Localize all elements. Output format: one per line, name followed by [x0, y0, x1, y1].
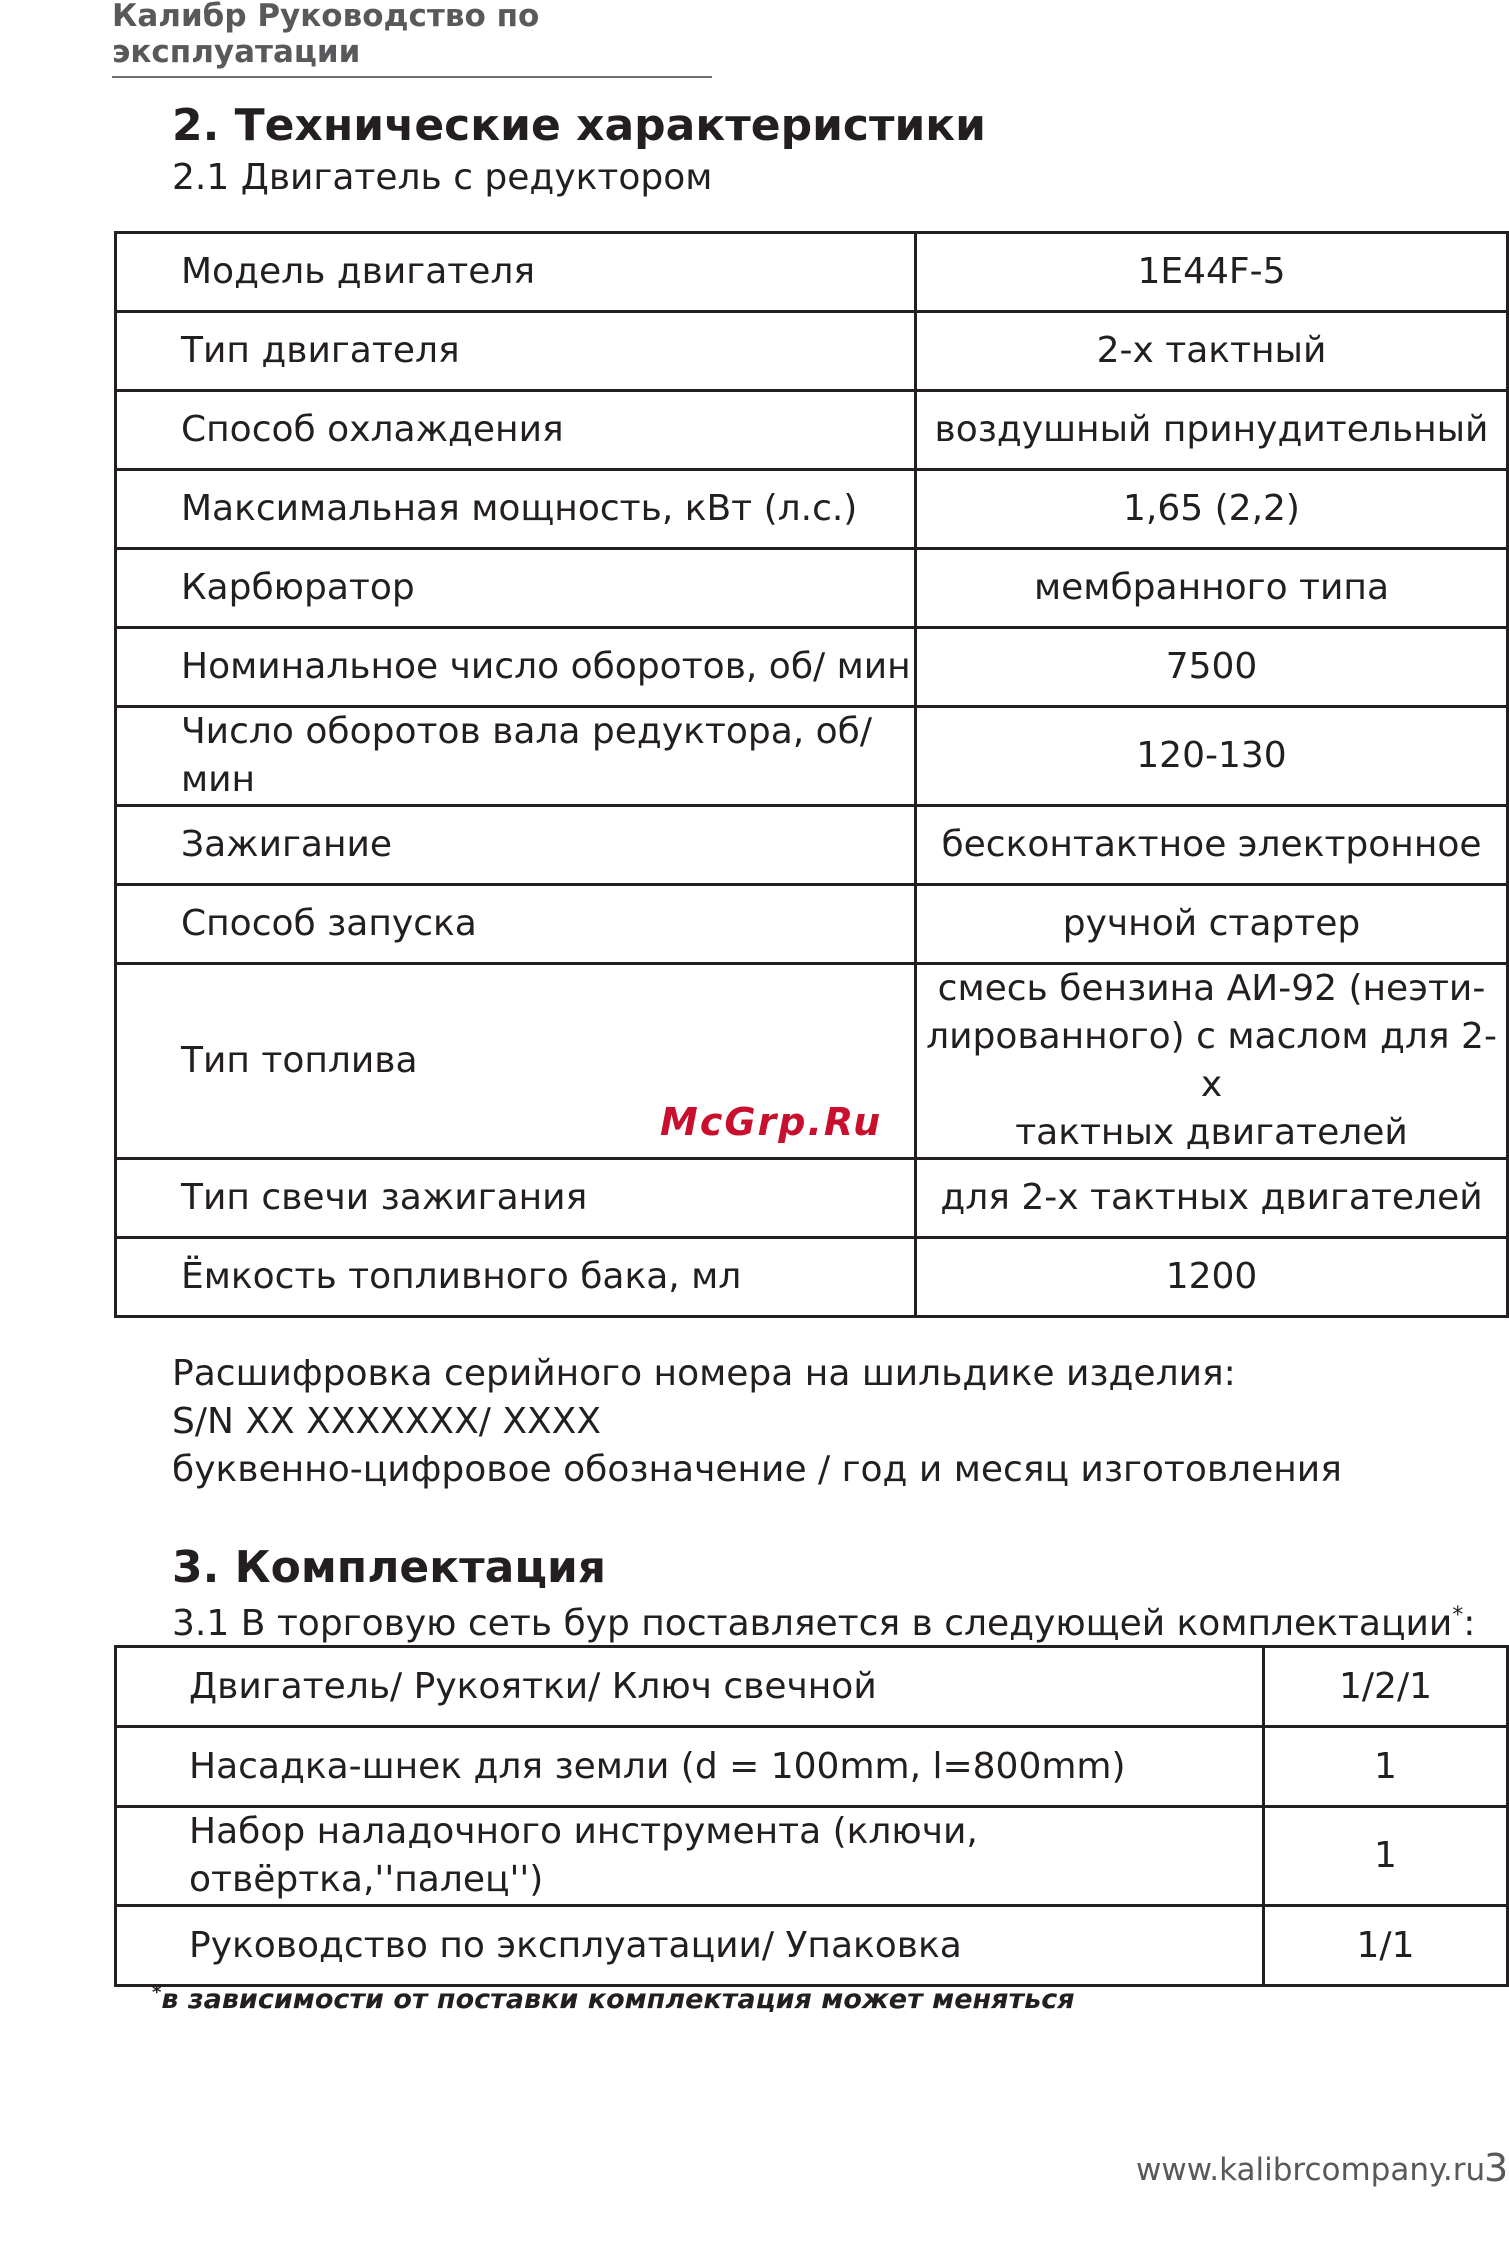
spec-row: [116, 628, 1508, 707]
section-2-heading: 2. Технические характеристики: [172, 100, 986, 151]
spec-value-line: лированного) с маслом для 2-х: [926, 1016, 1497, 1105]
spec-value: 1E44F-5: [916, 233, 1508, 312]
kit-quantity: 1: [1264, 1727, 1508, 1807]
kit-item: Руководство по эксплуатации/ Упаковка: [116, 1906, 1264, 1986]
spec-row: [116, 233, 1508, 312]
spec-row: [116, 470, 1508, 549]
section-2-1-subheading: 2.1 Двигатель с редуктором: [172, 157, 713, 198]
serial-line-1: Расшифровка серийного номера на шильдике изделия:: [172, 1353, 1236, 1394]
page-number: 3: [1484, 2146, 1509, 2190]
spec-value: 1,65 (2,2): [916, 470, 1508, 549]
section-3-heading: 3. Комплектация: [172, 1542, 607, 1593]
spec-value: мембранного типа: [916, 549, 1508, 628]
spec-label: Карбюратор: [116, 549, 916, 628]
spec-label: Модель двигателя: [116, 233, 916, 312]
engine-spec-table: [114, 231, 1509, 1318]
section-3-1-colon: :: [1463, 1603, 1476, 1644]
spec-label: Тип свечи зажигания: [116, 1159, 916, 1238]
spec-label: Способ запуска: [116, 885, 916, 964]
spec-label: Тип топлива: [116, 964, 916, 1159]
kit-row: [116, 1647, 1508, 1727]
spec-value: ручной стартер: [916, 885, 1508, 964]
spec-value: воздушный принудительный: [916, 391, 1508, 470]
spec-value-line: тактных двигателей: [1015, 1112, 1408, 1153]
spec-value: [916, 964, 1508, 1159]
spec-value: 1200: [916, 1238, 1508, 1317]
kit-item: Насадка-шнек для земли (d = 100mm, l=800mm): [116, 1727, 1264, 1807]
kit-quantity: 1: [1264, 1807, 1508, 1906]
section-3-1-text: 3.1 В торговую сеть бур поставляется в следующей комплектации: [172, 1603, 1453, 1644]
spec-label: Способ охлаждения: [116, 391, 916, 470]
spec-label: Зажигание: [116, 806, 916, 885]
footnote-note-mark: *: [152, 1982, 162, 2003]
spec-row: [116, 1159, 1508, 1238]
spec-value: бесконтактное электронное: [916, 806, 1508, 885]
kit-row: [116, 1727, 1508, 1807]
spec-row: [116, 707, 1508, 806]
package-contents-table: [114, 1645, 1509, 1987]
spec-value: 7500: [916, 628, 1508, 707]
spec-row: [116, 885, 1508, 964]
serial-line-2: S/N XX XXXXXXX/ XXXX: [172, 1401, 601, 1442]
footnote-mark: *: [1452, 1603, 1464, 1628]
spec-value: для 2-х тактных двигателей: [916, 1159, 1508, 1238]
spec-row: [116, 549, 1508, 628]
spec-label: Тип двигателя: [116, 312, 916, 391]
kit-item: Двигатель/ Рукоятки/ Ключ свечной: [116, 1647, 1264, 1727]
serial-number-explanation: [172, 1350, 1342, 1494]
spec-label: Ёмкость топливного бака, мл: [116, 1238, 916, 1317]
spec-value-line: смесь бензина АИ-92 (неэти-: [937, 968, 1486, 1009]
spec-label: Номинальное число оборотов, об/ мин: [116, 628, 916, 707]
kit-row: [116, 1807, 1508, 1906]
spec-value: 120-130: [916, 707, 1508, 806]
running-header: Калибр Руководство по эксплуатации: [112, 0, 712, 78]
footnote: [152, 1982, 1075, 2015]
kit-quantity: 1/2/1: [1264, 1647, 1508, 1727]
spec-row: [116, 391, 1508, 470]
spec-label: Максимальная мощность, кВт (л.с.): [116, 470, 916, 549]
spec-row: [116, 806, 1508, 885]
kit-quantity: 1/1: [1264, 1906, 1508, 1986]
serial-line-3: буквенно-цифровое обозначение / год и месяц изготовления: [172, 1449, 1342, 1490]
spec-label: Число оборотов вала редуктора, об/ мин: [116, 707, 916, 806]
footnote-text: в зависимости от поставки комплектация может меняться: [161, 1984, 1075, 2015]
spec-row: [116, 312, 1508, 391]
footer-url[interactable]: www.kalibrcompany.ru: [1136, 2152, 1486, 2188]
spec-row: [116, 1238, 1508, 1317]
kit-row: [116, 1906, 1508, 1986]
watermark: McGrp.Ru: [660, 1100, 883, 1144]
spec-value: 2-х тактный: [916, 312, 1508, 391]
section-3-1-subheading: [172, 1594, 1475, 1646]
kit-item: Набор наладочного инструмента (ключи, отвёртка,''палец''): [116, 1807, 1264, 1906]
